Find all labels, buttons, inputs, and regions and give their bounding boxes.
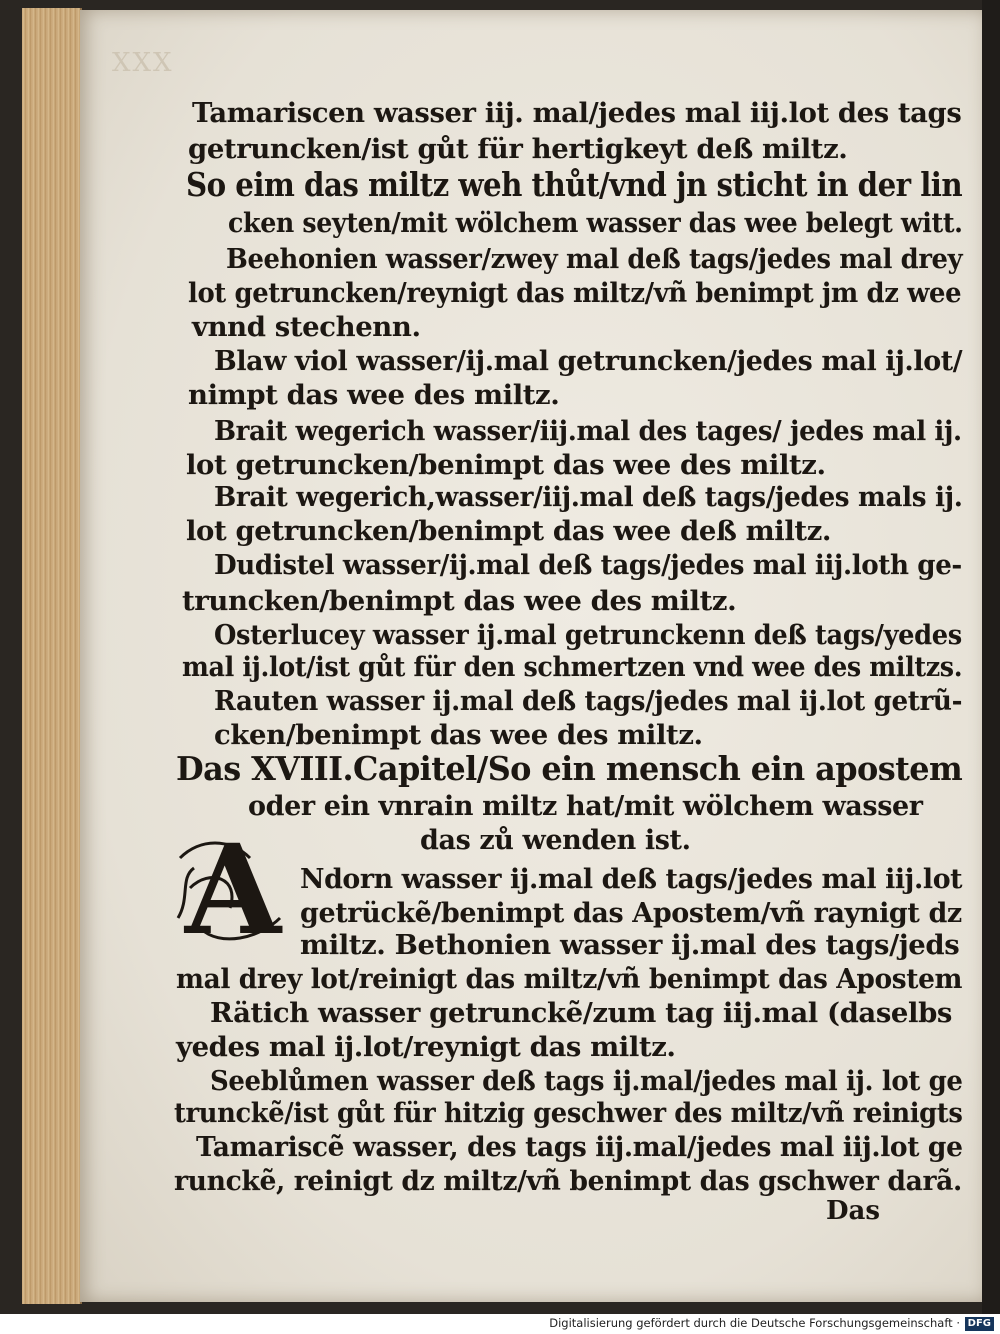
text-line: Rätich wasser getrunckẽ/zum tag iij.mal (daselbs xyxy=(210,997,952,1029)
text-line: Tamariscẽ wasser, des tags iij.mal/jedes mal iij.lot ge xyxy=(196,1131,963,1163)
text-line: Blaw viol wasser/ij.mal getruncken/jedes mal ij.lot/ xyxy=(214,345,963,377)
text-line: Brait wegerich,wasser/iij.mal deß tags/jedes mals ij. xyxy=(214,481,963,513)
text-line: getrückẽ/benimpt das Apostem/vñ raynigt dz xyxy=(300,897,962,929)
text-line: Rauten wasser ij.mal deß tags/jedes mal ij.lot getrũ- xyxy=(214,685,963,717)
funding-credit: Digitalisierung gefördert durch die Deutsche Forschungsgemeinschaft · xyxy=(549,1316,960,1330)
chapter-subheading: das zů wenden ist. xyxy=(420,825,691,856)
dfg-logo: DFG xyxy=(965,1317,994,1331)
text-line: truncken/benimpt das wee des miltz. xyxy=(182,585,737,617)
text-line: Tamariscen wasser iij. mal/jedes mal iij.lot des tags xyxy=(192,97,962,129)
text-line: getruncken/ist gůt für hertigkeyt deß miltz. xyxy=(188,133,848,165)
chapter-subheading: oder ein vnrain miltz hat/mit wölchem wasser xyxy=(248,791,923,822)
text-line: lot getruncken/benimpt das wee des miltz. xyxy=(186,449,826,481)
text-line: yedes mal ij.lot/reynigt das miltz. xyxy=(176,1031,676,1063)
text-line: Dudistel wasser/ij.mal deß tags/jedes mal iij.loth ge- xyxy=(214,549,962,581)
text-line: Ndorn wasser ij.mal deß tags/jedes mal iij.lot xyxy=(300,863,963,895)
text-line: Seeblůmen wasser deß tags ij.mal/jedes mal ij. lot ge xyxy=(210,1065,963,1097)
scan-border xyxy=(982,0,1000,1314)
text-line: Beehonien wasser/zwey mal deß tags/jedes mal drey xyxy=(226,243,963,275)
text-line: mal drey lot/reinigt das miltz/vñ benimpt das Apostem xyxy=(176,963,963,995)
section-heading: So eim das miltz weh thůt/vnd jn sticht in der lin xyxy=(186,165,963,204)
text-line: runckẽ, reinigt dz miltz/vñ benimpt das gschwer darã. xyxy=(174,1165,962,1197)
text-line: miltz. Bethonien wasser ij.mal des tags/jeds xyxy=(300,929,960,961)
catchword: Das xyxy=(826,1196,881,1226)
chapter-heading: Das XVIII.Capitel/So ein mensch ein apostem xyxy=(176,749,963,788)
book-page-edge xyxy=(22,8,82,1304)
text-line: mal ij.lot/ist gůt für den schmertzen vnd wee des miltzs. xyxy=(182,651,963,683)
text-line: Brait wegerich wasser/iij.mal des tages/ jedes mal ij. xyxy=(214,415,962,447)
text-line: vnnd stechenn. xyxy=(192,311,421,343)
text-line: lot getruncken/reynigt das miltz/vñ benimpt jm dz wee xyxy=(188,277,962,309)
text-line: lot getruncken/benimpt das wee deß miltz. xyxy=(186,515,832,547)
text-line: cken seyten/mit wölchem wasser das wee belegt witt. xyxy=(228,207,963,239)
footer-bar xyxy=(0,1314,1000,1334)
text-line: Osterlucey wasser ij.mal getrunckenn deß tags/yedes xyxy=(214,619,962,651)
text-line: nimpt das wee des miltz. xyxy=(188,379,560,411)
text-line: cken/benimpt das wee des miltz. xyxy=(214,719,703,751)
folio-number: XXX xyxy=(112,48,174,78)
text-line: trunckẽ/ist gůt für hitzig geschwer des miltz/vñ reinigts xyxy=(174,1097,963,1129)
drop-cap-initial: A xyxy=(184,818,282,963)
